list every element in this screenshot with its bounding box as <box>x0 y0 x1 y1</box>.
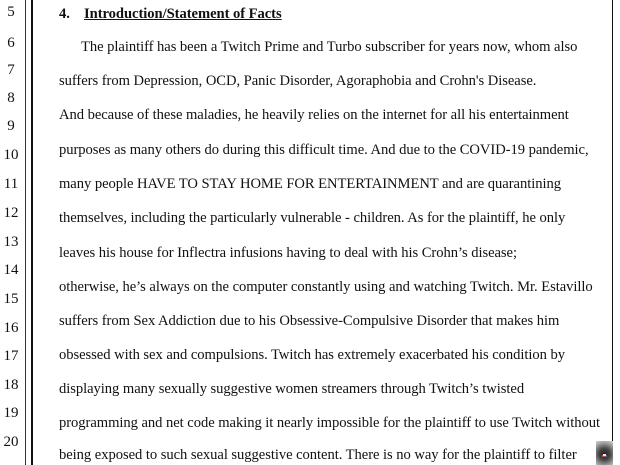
line-number: 16 <box>3 320 19 336</box>
margin-rule-left-outer <box>25 0 26 465</box>
line-number: 7 <box>7 62 15 78</box>
line-number: 10 <box>3 147 19 163</box>
line-number: 9 <box>7 118 15 134</box>
section-title: Introduction/Statement of Facts <box>84 6 282 22</box>
widget-indicator-icon <box>603 454 606 456</box>
body-line: otherwise, he’s always on the computer constantly using and watching Twitch. Mr. Estavillo <box>59 279 593 295</box>
line-number: 14 <box>3 262 19 278</box>
body-line: suffers from Sex Addiction due to his Obsessive-Compulsive Disorder that makes him <box>59 313 560 329</box>
line-number: 8 <box>7 90 15 106</box>
section-heading <box>59 5 282 23</box>
body-line: being exposed to such sexual suggestive content. There is no way for the plaintiff to filter <box>59 447 577 463</box>
body-line: programming and net code making it nearly impossible for the plaintiff to use Twitch without <box>59 415 600 431</box>
line-number: 15 <box>3 291 19 307</box>
line-number: 17 <box>3 348 19 364</box>
line-number: 19 <box>3 405 19 421</box>
floating-widget-icon[interactable] <box>596 441 613 465</box>
margin-rule-left-inner <box>31 0 33 465</box>
line-number: 11 <box>3 176 19 192</box>
line-number: 13 <box>3 234 19 250</box>
body-line: many people HAVE TO STAY HOME FOR ENTERTAINMENT and are quarantining <box>59 176 561 192</box>
body-line: displaying many sexually suggestive women streamers through Twitch’s twisted <box>59 381 525 397</box>
body-line: leaves his house for Inflectra infusions having to deal with his Crohn’s disease; <box>59 245 517 261</box>
body-line: obsessed with sex and compulsions. Twitch has extremely exacerbated his condition by <box>59 347 565 363</box>
line-number: 12 <box>3 205 19 221</box>
line-number: 6 <box>7 35 15 51</box>
body-line: The plaintiff has been a Twitch Prime and Turbo subscriber for years now, whom also <box>81 39 578 55</box>
line-number: 18 <box>3 377 19 393</box>
body-line: And because of these maladies, he heavily relies on the internet for all his entertainment <box>59 107 569 123</box>
margin-rule-right <box>612 0 613 465</box>
body-line: suffers from Depression, OCD, Panic Disorder, Agoraphobia and Crohn's Disease. <box>59 73 537 89</box>
section-number: 4. <box>59 6 70 22</box>
line-number: 20 <box>3 434 19 450</box>
line-number: 5 <box>7 4 15 20</box>
body-line: purposes as many others do during this difficult time. And due to the COVID-19 pandemic, <box>59 142 589 158</box>
body-line: themselves, including the particularly vulnerable - children. As for the plaintiff, he only <box>59 210 566 226</box>
